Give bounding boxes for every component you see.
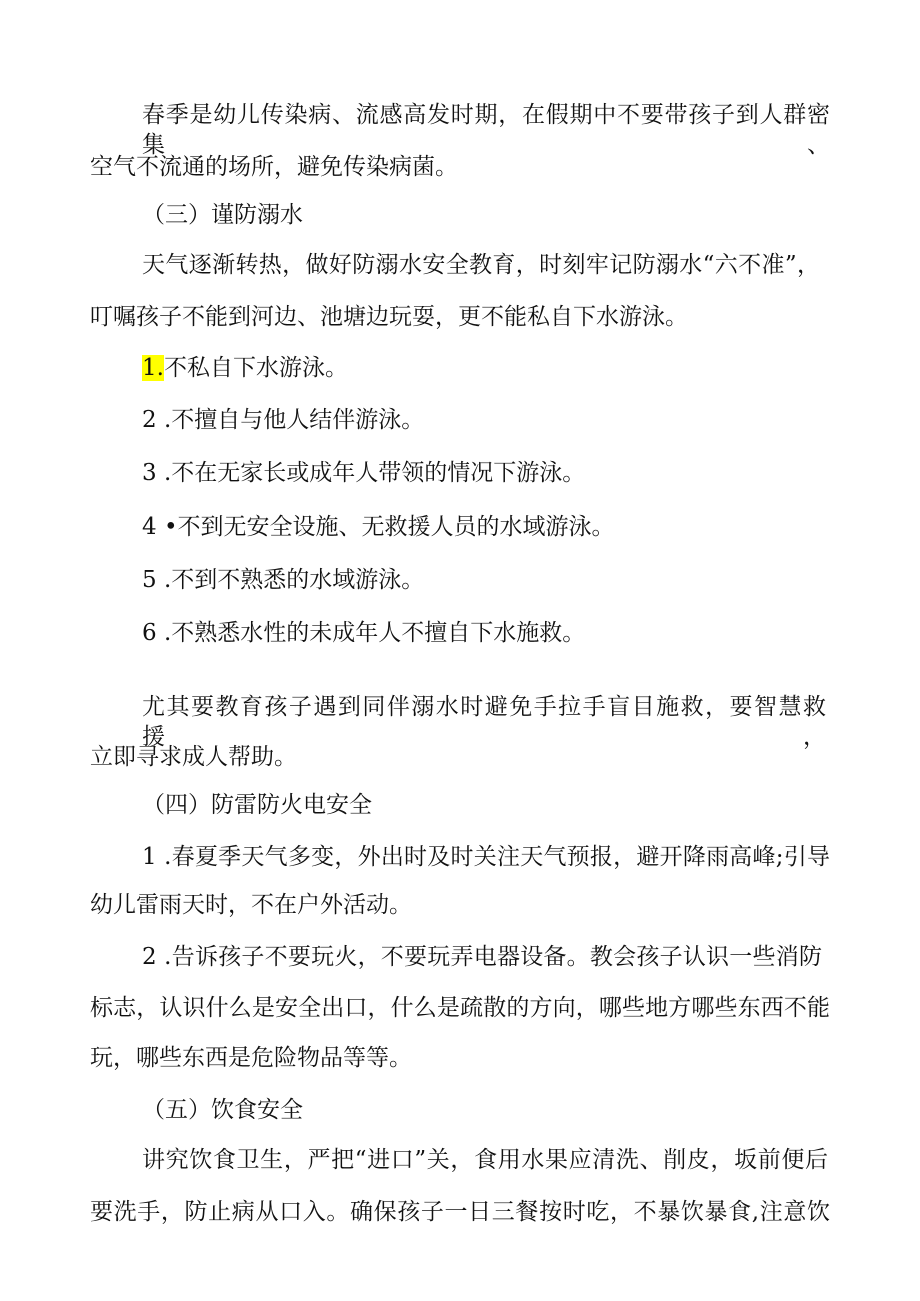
list-number: 5 . [142,567,172,593]
paragraph-line: 1 .春夏季天气多变，外出时及时关注天气预报，避开降雨高峰;引导 [142,844,830,870]
list-text: 不擅自与他人结伴游泳。 [171,407,425,433]
list-number: 4 • [142,514,178,540]
paragraph-line: 2 .告诉孩子不要玩火，不要玩弄电器设备。教会孩子认识一些消防 [142,944,822,970]
list-item [142,618,585,648]
section-heading: （三）谨防溺水 [142,202,303,228]
paragraph-line: 标志，认识什么是安全出口，什么是疏散的方向，哪些地方哪些东西不能 [90,995,830,1021]
list-number: 6 . [142,620,172,646]
list-item [142,565,424,595]
list-number: 2 . [142,407,172,433]
paragraph-line: 天气逐渐转热，做好防溺水安全教育，时刻牢记防溺水“六不准”， [142,252,820,278]
list-text: 不熟悉水性的未成年人不擅自下水施救。 [171,620,586,646]
paragraph-line: 尤其要教育孩子遇到同伴溺水时避免手拉手盲目施救，要智慧救援， [142,694,826,750]
list-text: 不在无家长或成年人带领的情况下游泳。 [171,460,586,486]
paragraph-line: 要洗手，防止病从口入。确保孩子一日三餐按时吃，不暴饮暴食,注意饮 [90,1199,830,1225]
paragraph-line: 立即寻求成人帮助。 [90,744,297,770]
paragraph-line: 空气不流通的场所，避免传染病菌。 [90,154,458,180]
paragraph-line: 叮嘱孩子不能到河边、池塘边玩耍，更不能私自下水游泳。 [90,304,688,330]
paragraph-line: 幼儿雷雨天时，不在户外活动。 [90,892,412,918]
list-item [142,458,585,488]
list-item [142,353,348,383]
paragraph-line: 讲究饮食卫生，严把“进口”关，食用水果应清洗、削皮，坂前便后 [142,1147,828,1173]
list-text: 不私自下水游泳。 [163,355,348,381]
list-text: 不到不熟悉的水域游泳。 [171,567,425,593]
section-heading: （四）防雷防火电安全 [142,792,372,818]
list-item [142,405,424,435]
list-number: 3 . [142,460,172,486]
list-item [142,512,615,542]
paragraph-line: 春季是幼儿传染病、流感高发时期，在假期中不要带孩子到人群密集、 [142,102,830,158]
section-heading: （五）饮食安全 [142,1097,303,1123]
paragraph-line: 玩，哪些东西是危险物品等等。 [90,1045,412,1071]
list-number: 1. [142,355,164,381]
list-text: 不到无安全设施、无救援人员的水域游泳。 [177,514,615,540]
